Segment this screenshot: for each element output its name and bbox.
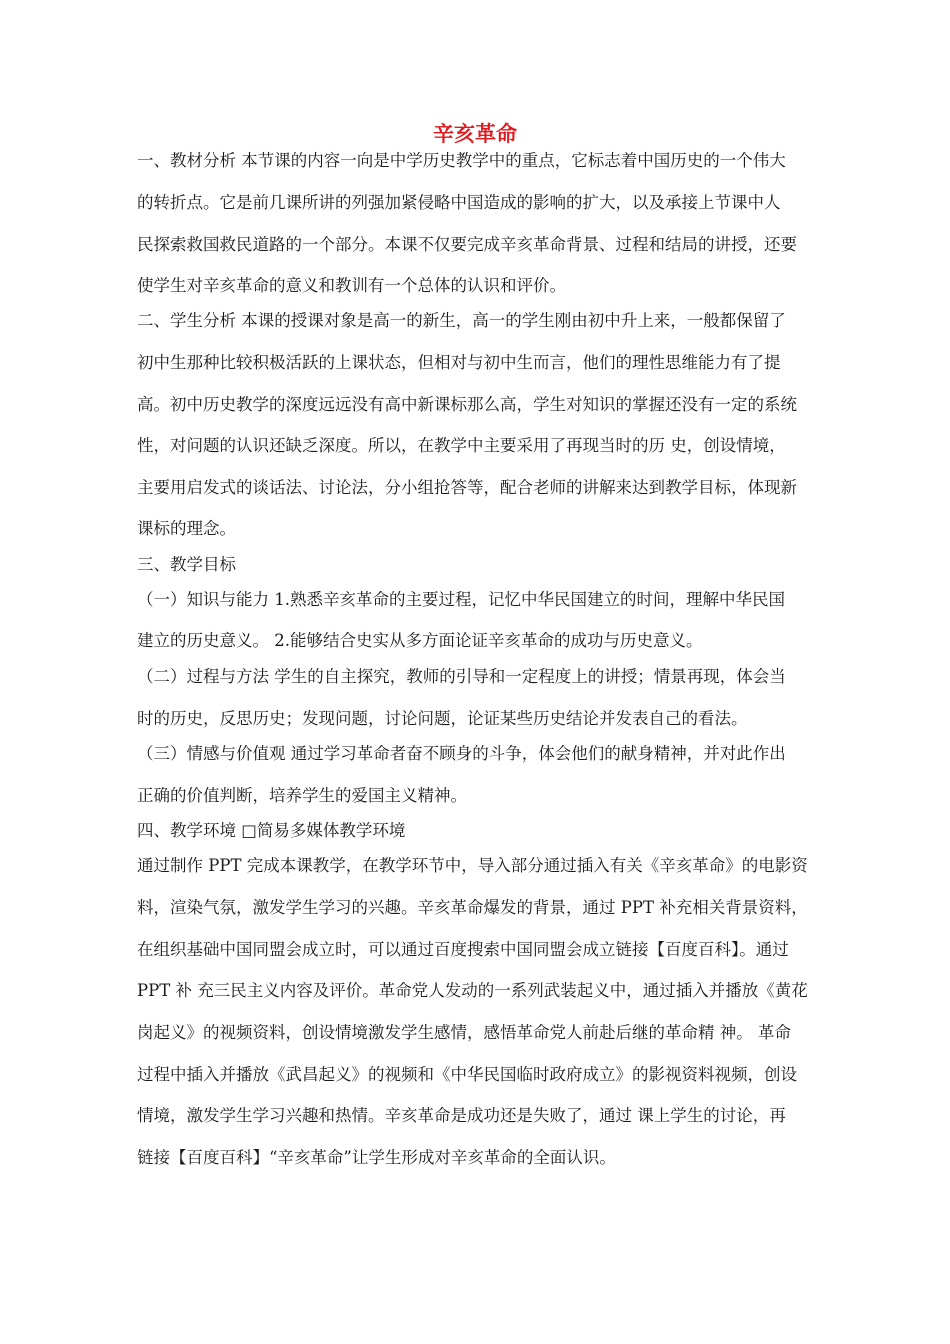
text-line: 情境，激发学生学习兴趣和热情。辛亥革命是成功还是失败了，通过 课上学生的讨论，再 bbox=[137, 1106, 786, 1125]
text-line: 建立的历史意义。 2.能够结合史实从多方面论证辛亥革命的成功与历史意义。 bbox=[137, 631, 703, 650]
text-line: 使学生对辛亥革命的意义和教训有一个总体的认识和评价。 bbox=[137, 276, 566, 295]
text-line: 岗起义》的视频资料，创设情境激发学生感情，感悟革命党人前赴后继的革命精 神。 革命 bbox=[137, 1023, 791, 1042]
text-line: 过程中插入并播放《武昌起义》的视频和《中华民国临时政府成立》的影视资料视频，创设 bbox=[137, 1065, 797, 1084]
text-line: （一）知识与能力 1.熟悉辛亥革命的主要过程，记忆中华民国建立的时间，理解中华民国 bbox=[137, 590, 785, 609]
text-line: 正确的价值判断，培养学生的爱国主义精神。 bbox=[137, 786, 467, 805]
document-title: 辛亥革命 bbox=[433, 121, 517, 146]
text-line: （三）情感与价值观 通过学习革命者奋不顾身的斗争，体会他们的献身精神，并对此作出 bbox=[137, 744, 786, 763]
text-line: 高。初中历史教学的深度远远没有高中新课标那么高，学生对知识的掌握还没有一定的系统 bbox=[137, 395, 797, 414]
text-line: 四、教学环境 □简易多媒体教学环境 bbox=[137, 821, 406, 840]
text-line: 料，渲染气氛，激发学生学习的兴趣。辛亥革命爆发的背景，通过 PPT 补充相关背景资料， bbox=[137, 898, 808, 917]
text-line: 二、学生分析 本课的授课对象是高一的新生，高一的学生刚由初中升上来，一般都保留了 bbox=[137, 311, 786, 330]
text-line: 链接【百度百科】“辛亥革命”让学生形成对辛亥革命的全面认识。 bbox=[137, 1148, 616, 1167]
text-line: 通过制作 PPT 完成本课教学，在教学环节中，导入部分通过插入有关《辛亥革命》的电影资 bbox=[137, 856, 808, 875]
text-line: 时的历史，反思历史；发现问题，讨论问题，论证某些历史结论并发表自己的看法。 bbox=[137, 709, 748, 728]
text-line: PPT 补 充三民主义内容及评价。革命党人发动的一系列武装起义中，通过插入并播放《黄花 bbox=[137, 981, 808, 1000]
text-line: 三、教学目标 bbox=[137, 555, 236, 574]
text-line: 的转折点。它是前几课所讲的列强加紧侵略中国造成的影响的扩大，以及承接上节课中人 bbox=[137, 193, 781, 212]
text-line: 课标的理念。 bbox=[137, 519, 236, 538]
text-line: 一、教材分析 本节课的内容一向是中学历史教学中的重点，它标志着中国历史的一个伟大 bbox=[137, 151, 786, 170]
text-line: 在组织基础中国同盟会成立时，可以通过百度搜索中国同盟会成立链接【百度百科】。通过 bbox=[137, 940, 789, 959]
text-line: （二）过程与方法 学生的自主探究，教师的引导和一定程度上的讲授；情景再现，体会当 bbox=[137, 667, 786, 686]
text-line: 性，对问题的认识还缺乏深度。所以，在教学中主要采用了再现当时的历 史，创设情境， bbox=[137, 436, 786, 455]
text-line: 初中生那种比较积极活跃的上课状态，但相对与初中生而言，他们的理性思维能力有了提 bbox=[137, 353, 781, 372]
text-line: 主要用启发式的谈话法、讨论法，分小组抢答等，配合老师的讲解来达到教学目标，体现新 bbox=[137, 478, 797, 497]
text-line: 民探索救国救民道路的一个部分。本课不仅要完成辛亥革命背景、过程和结局的讲授，还要 bbox=[137, 235, 797, 254]
